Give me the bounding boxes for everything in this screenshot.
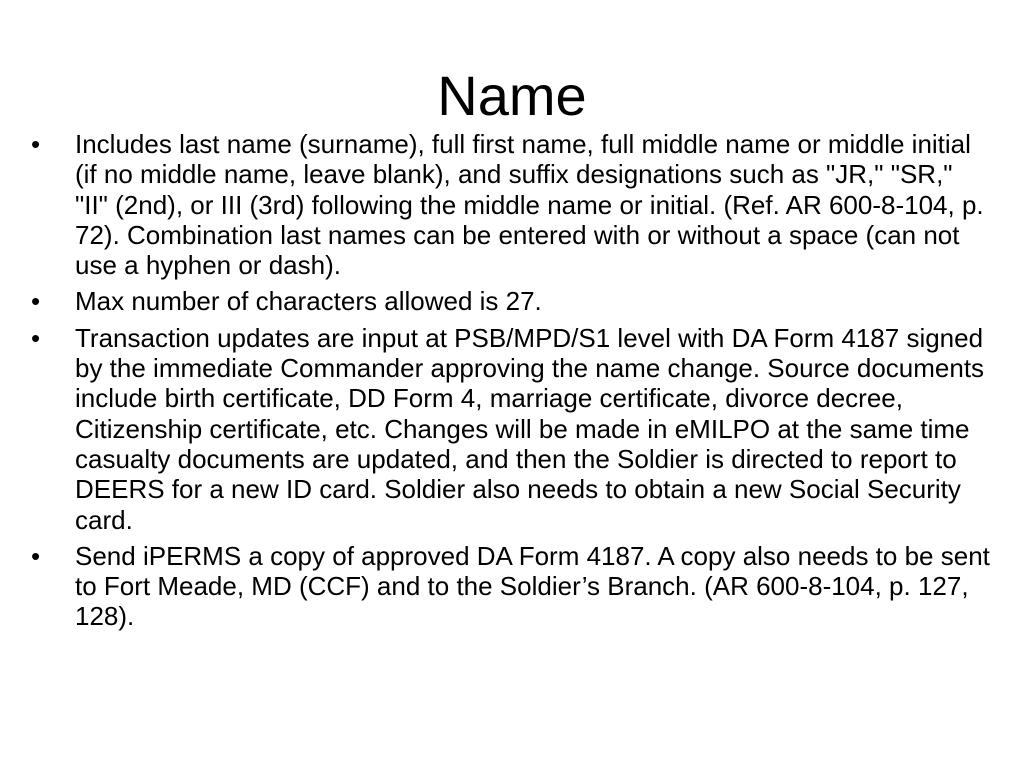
bullet-item-send-iperms [31,541,991,632]
bullet-icon: • [31,129,41,159]
bullet-text: Send iPERMS a copy of approved DA Form 4187. A copy also needs to be sent to Fort Meade, MD (CCF) and to the Soldier’s Branch. (AR 600-8-104, p. 127, 128). [75,540,990,632]
bullet-item-name-components [31,129,991,280]
slide-title: Name [437,64,587,127]
bullet-text: Transaction updates are input at PSB/MPD/S1 level with DA Form 4187 signed by the immediate Commander approving the name change. Source documents include birth certificate, DD Form 4, marriage certificate, divorce decree, Citizenship certificate, etc. Changes will be made in eMILPO at the same time casualty documents are updated, and then the Soldier is directed to report to DEERS for a new ID card. Soldier also needs to obtain a new Social Security card. [75,322,985,535]
bullet-icon: • [31,540,41,571]
bullet-icon: • [31,286,41,317]
bullet-text: Max number of characters allowed is 27. [75,286,542,317]
bullet-text: Includes last name (surname), full first name, full middle name or middle initial (if no middle name, leave blank), and suffix designations such as "JR," "SR," "II" (2nd), or III (3rd) following the middle name or initial. (Ref. AR 600-8-104, p. 72). Combination last names can be entered with or without a space (can not use a hyphen or dash). [75,129,984,281]
bullet-icon: • [31,322,41,353]
bullet-item-transaction-updates [31,323,991,535]
bullet-list [31,129,991,638]
bullet-item-max-characters [31,286,991,316]
